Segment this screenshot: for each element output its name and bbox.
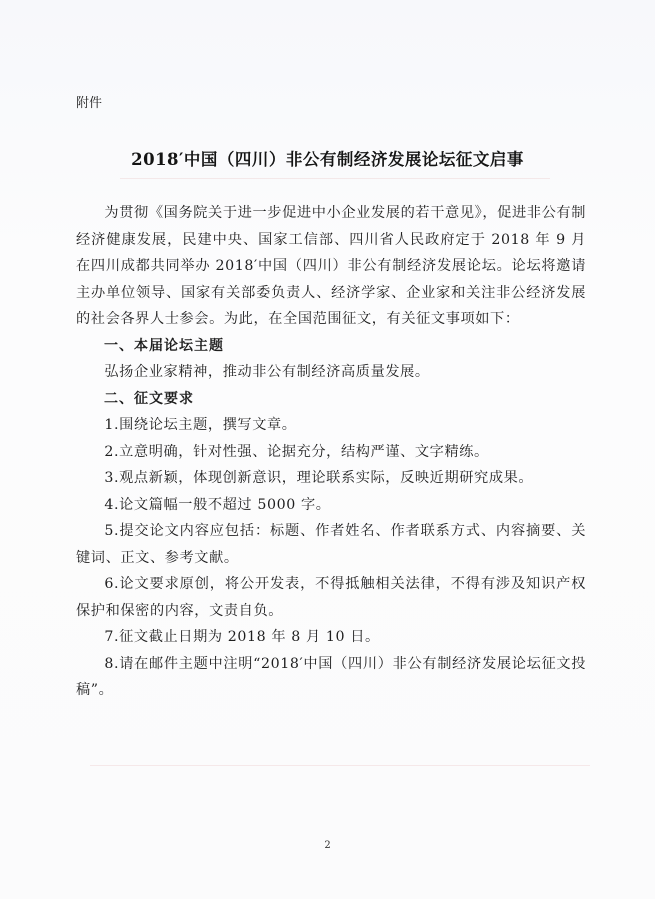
requirement-item: 1.围绕论坛主题，撰写文章。 xyxy=(104,417,297,433)
requirement-item: 6.论文要求原创，将公开发表，不得抵触相关法律，不得有涉及知识产权保护和保密的内容，文责自负。 xyxy=(76,576,586,619)
theme-text: 弘扬企业家精神，推动非公有制经济高质量发展。 xyxy=(104,364,430,380)
requirement-item: 7.征文截止日期为 2018 年 8 月 10 日。 xyxy=(104,629,380,645)
intro-paragraph: 为贯彻《国务院关于进一步促进中小企业发展的若干意见》，促进非公有制经济健康发展，民建中央、国家工信部、四川省人民政府定于 2018 年 9 月在四川成都共同举办 2018′中国（四川）非公有制经济发展论坛。论坛将邀请主办单位领导、国家有关部委负责人、经济学家、企业家和关注非公经济发展的社会各界人士参会。为此，在全国范围征文，有关征文事项如下： xyxy=(76,205,586,327)
requirement-item: 5.提交论文内容应包括：标题、作者姓名、作者联系方式、内容摘要、关键词、正文、参考文献。 xyxy=(76,523,586,566)
requirement-item: 2.立意明确，针对性强、论据充分，结构严谨、文字精练。 xyxy=(104,443,489,460)
document-title: 2018′中国（四川）非公有制经济发展论坛征文启事 xyxy=(131,150,524,169)
bleed-through-rule xyxy=(90,765,590,766)
bleed-through-rule xyxy=(120,178,550,179)
document-body xyxy=(76,200,586,704)
requirement-item: 3.观点新颖，体现创新意识，理论联系实际，反映近期研究成果。 xyxy=(104,470,534,486)
section-heading-theme: 一、本届论坛主题 xyxy=(104,337,224,354)
attachment-label: 附件 xyxy=(76,96,103,111)
page-number: 2 xyxy=(324,840,331,851)
section-heading-requirements: 二、征文要求 xyxy=(104,390,194,407)
requirement-item: 8.请在邮件主题中注明“2018′中国（四川）非公有制经济发展论坛征文投稿”。 xyxy=(76,655,586,698)
requirement-item: 4.论文篇幅一般不超过 5000 字。 xyxy=(104,496,331,513)
